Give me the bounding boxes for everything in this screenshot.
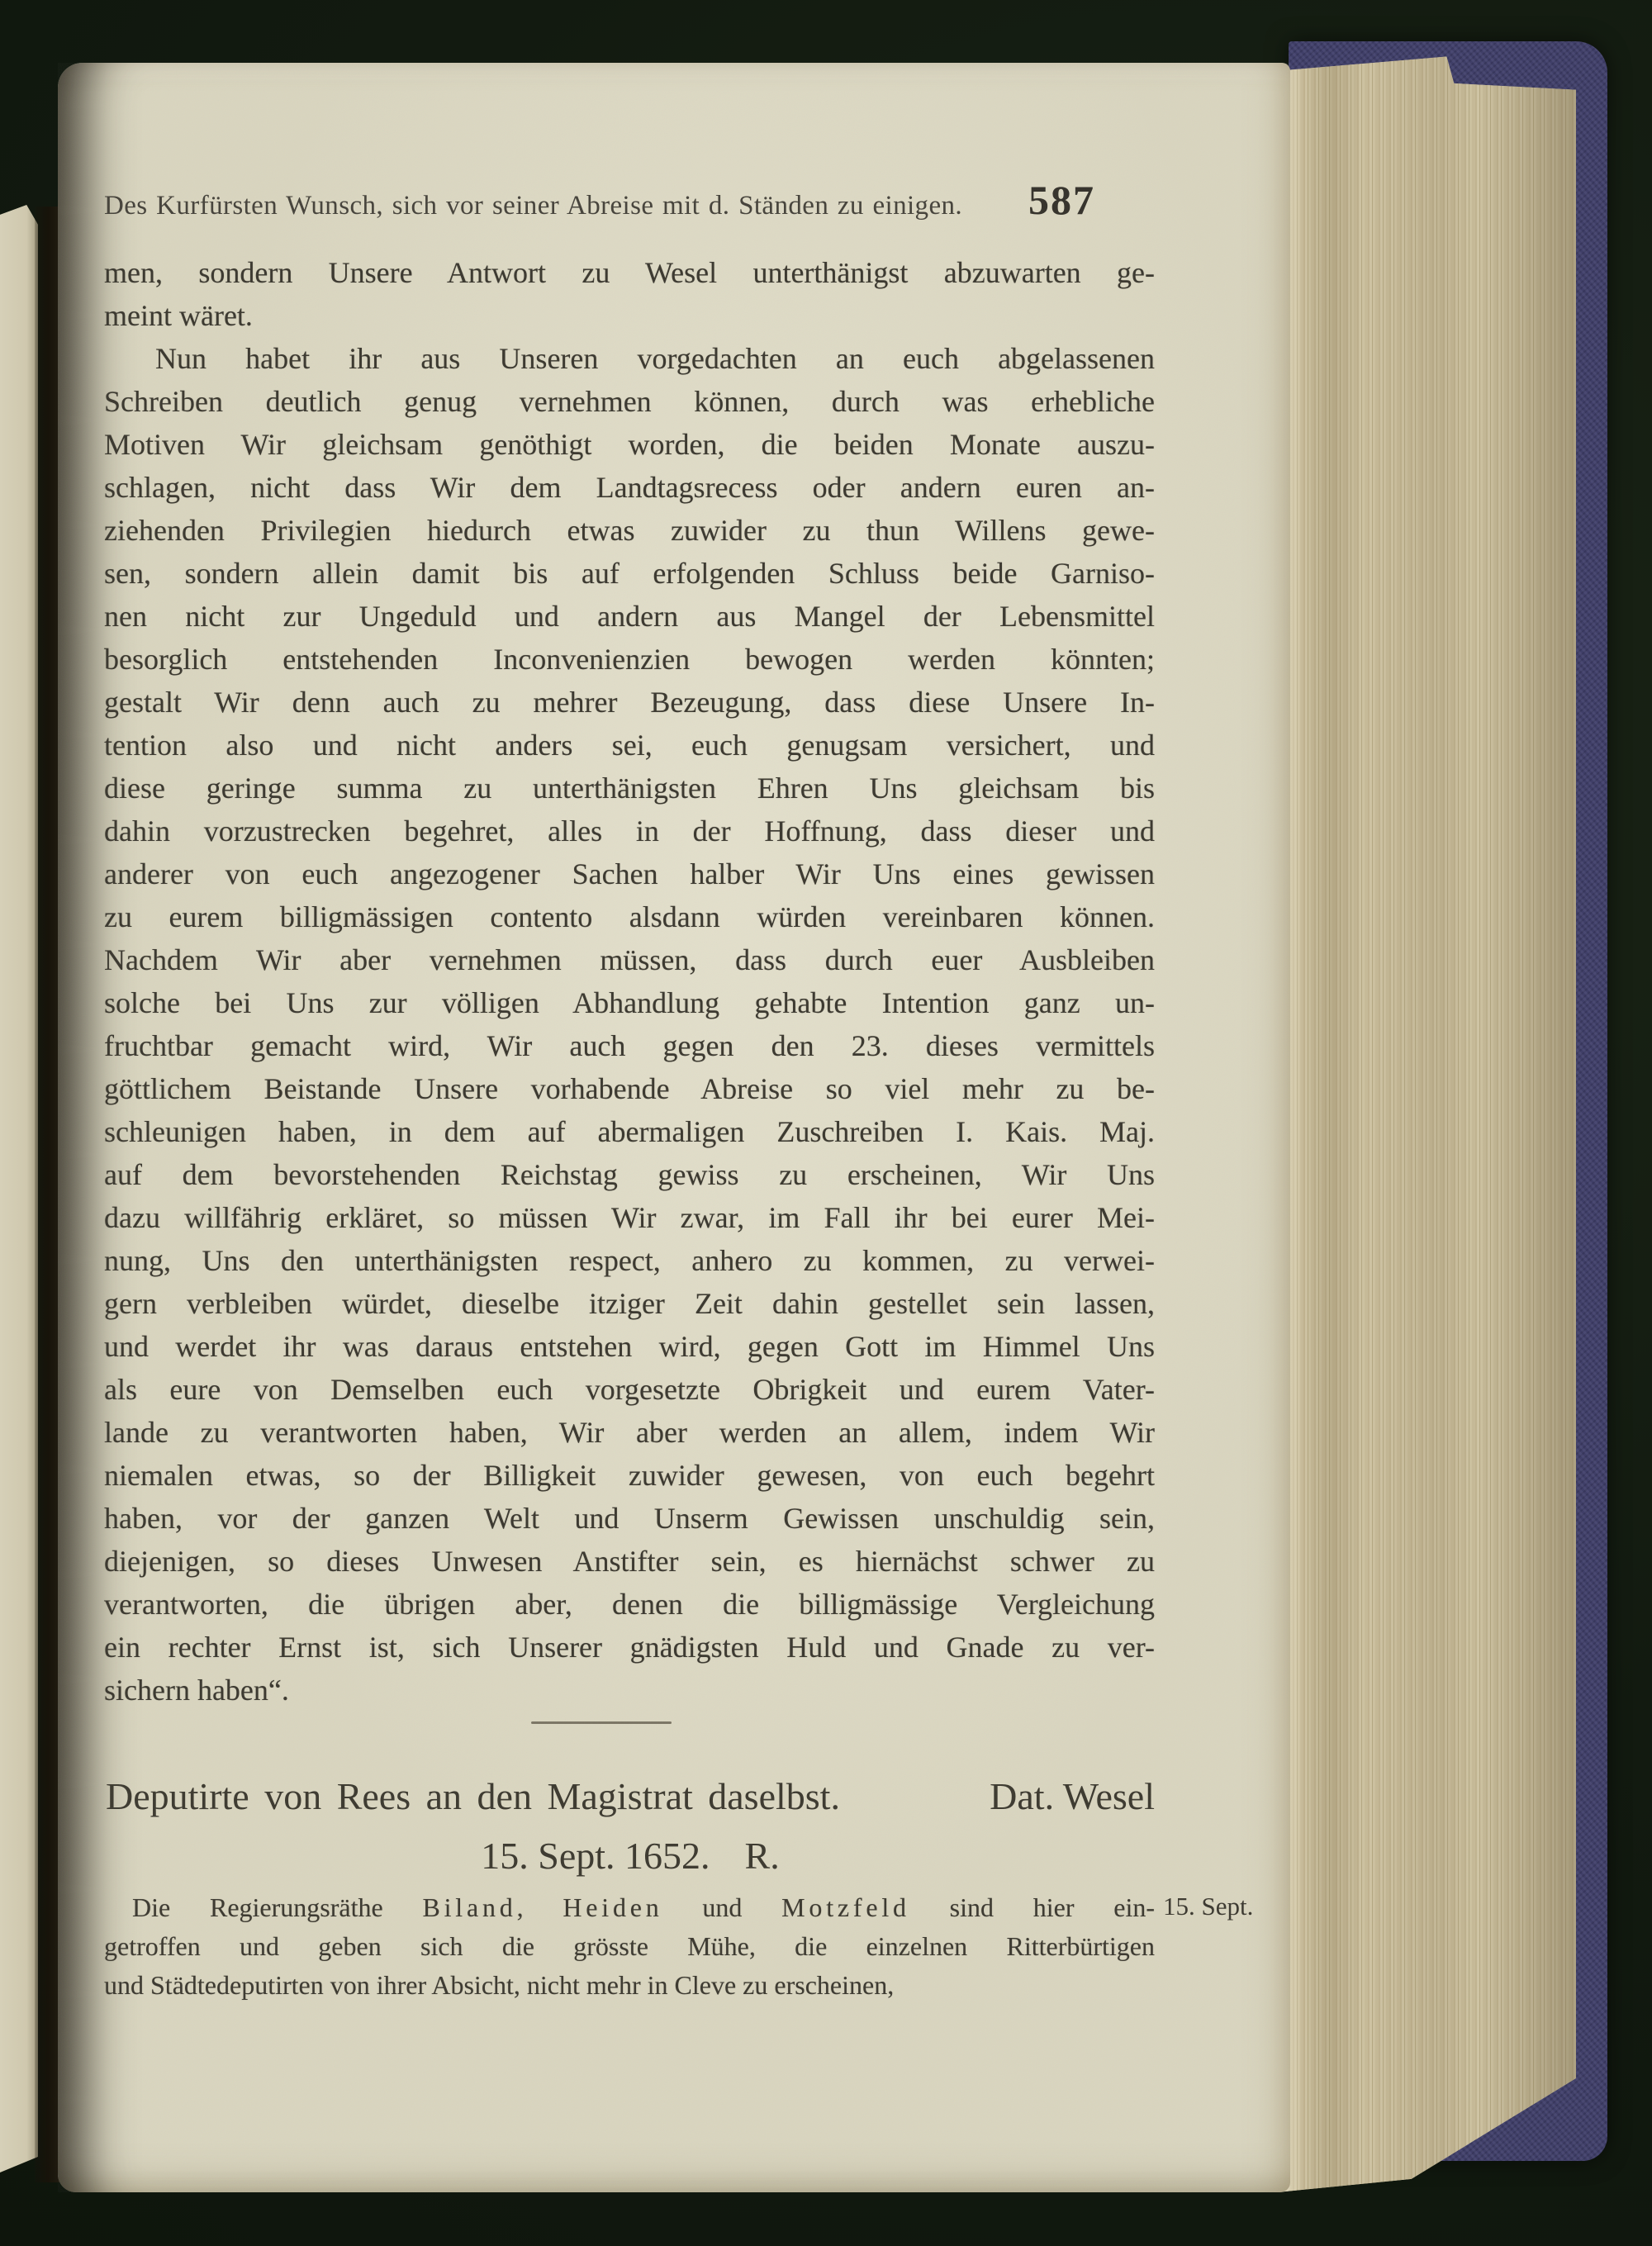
text-line: als eure von Demselben euch vorgesetzte Obrigkeit und eurem Vater- <box>104 1373 1155 1406</box>
section-heading-date: 15. Sept. 1652. <box>481 1835 710 1877</box>
text-line: gestalt Wir denn auch zu mehrer Bezeugung, dass diese Unsere In- <box>104 686 1155 719</box>
running-header <box>104 176 1095 224</box>
petit-paragraph <box>104 1888 1155 2005</box>
text-segment: und <box>662 1892 782 1922</box>
section-heading-dateline: Dat. Wesel <box>990 1775 1155 1817</box>
text-line: getroffen und geben sich die grösste Mühe, die einzelnen Ritterbürtigen <box>104 1931 1155 1961</box>
text-line: haben, vor der ganzen Welt und Unserm Gewissen unschuldig sein, <box>104 1502 1155 1535</box>
text-segment: , <box>516 1892 563 1922</box>
margin-date-note: 15. Sept. <box>1163 1892 1254 1921</box>
text-line: gern verbleiben würdet, dieselbe itziger Zeit dahin gestellet sein lassen, <box>104 1287 1155 1320</box>
text-line: tention also und nicht anders sei, euch genugsam versichert, und <box>104 729 1155 762</box>
text-line: meint wäret. <box>104 299 253 332</box>
text-line: und werdet ihr was daraus entstehen wird, gegen Gott im Himmel Uns <box>104 1330 1155 1363</box>
text-line: fruchtbar gemacht wird, Wir auch gegen den 23. dieses vermittels <box>104 1029 1155 1062</box>
text-line: schlagen, nicht dass Wir dem Landtagsrecess oder andern euren an- <box>104 471 1155 504</box>
text-segment: Die Regierungsräthe <box>132 1892 423 1922</box>
text-line: dahin vorzustrecken begehret, alles in der Hoffnung, dass dieser und <box>104 814 1155 848</box>
text-line: anderer von euch angezogener Sachen halber Wir Uns eines gewissen <box>104 857 1155 890</box>
text-line: men, sondern Unsere Antwort zu Wesel unterthänigst abzuwarten ge- <box>104 256 1155 289</box>
text-line: niemalen etwas, so der Billigkeit zuwider gewesen, von euch begehrt <box>104 1459 1155 1492</box>
text-line: Nun habet ihr aus Unseren vorgedachten an euch abgelassenen <box>155 342 1155 375</box>
text-line: dazu willfährig erkläret, so müssen Wir zwar, im Fall ihr bei eurer Mei- <box>104 1201 1155 1234</box>
text-line: schleunigen haben, in dem auf abermaligen Zuschreiben I. Kais. Maj. <box>104 1115 1155 1148</box>
text-line: verantworten, die übrigen aber, denen die billigmässige Vergleichung <box>104 1588 1155 1621</box>
person-name: Heiden <box>563 1892 663 1922</box>
section-heading-signature: R. <box>744 1835 780 1877</box>
person-name: Biland <box>422 1892 517 1922</box>
text-line: lande zu verantworten haben, Wir aber werden an allem, indem Wir <box>104 1416 1155 1449</box>
section-heading-line1 <box>106 1774 1155 1818</box>
text-line: Nachdem Wir aber vernehmen müssen, dass durch euer Ausbleiben <box>104 943 1155 976</box>
text-line: sichern haben“. <box>104 1674 289 1707</box>
text-line: nen nicht zur Ungeduld und andern aus Mangel der Lebensmittel <box>104 600 1155 633</box>
text-line: ein rechter Ernst ist, sich Unserer gnädigsten Huld und Gnade zu ver- <box>104 1631 1155 1664</box>
section-divider-rule <box>531 1721 672 1724</box>
facing-page-sliver <box>0 205 38 2172</box>
running-header-title: Des Kurfürsten Wunsch, sich vor seiner Abreise mit d. Ständen zu einigen. <box>104 191 963 221</box>
text-line: diese geringe summa zu unterthänigsten Ehren Uns gleichsam bis <box>104 772 1155 805</box>
text-line: besorglich entstehenden Inconvenienzien bewogen werden könnten; <box>104 643 1155 676</box>
text-line: sen, sondern allein damit bis auf erfolgenden Schluss beide Garniso- <box>104 557 1155 590</box>
text-line: zu eurem billigmässigen contento alsdann würden vereinbaren können. <box>104 900 1155 933</box>
section-heading-line2 <box>106 1834 1155 1878</box>
book-page <box>58 63 1290 2192</box>
text-line <box>104 1888 1155 1927</box>
text-line: Schreiben deutlich genug vernehmen können, durch was erhebliche <box>104 385 1155 418</box>
page-number: 587 <box>1028 177 1095 223</box>
fore-edge-page-stack <box>1282 51 1576 2194</box>
main-paragraph <box>104 337 1155 1712</box>
text-line: solche bei Uns zur völligen Abhandlung gehabte Intention ganz un- <box>104 986 1155 1019</box>
text-line: Motiven Wir gleichsam genöthigt worden, die beiden Monate auszu- <box>104 428 1155 461</box>
text-line: göttlichem Beistande Unsere vorhabende Abreise so viel mehr zu be- <box>104 1072 1155 1105</box>
person-name: Motzfeld <box>781 1892 910 1922</box>
text-line: ziehenden Privilegien hiedurch etwas zuwider zu thun Willens gewe- <box>104 514 1155 547</box>
text-segment: sind hier ein- <box>909 1892 1156 1922</box>
paragraph-continuation <box>104 251 1155 337</box>
text-line: auf dem bevorstehenden Reichstag gewiss zu erscheinen, Wir Uns <box>104 1158 1155 1191</box>
text-line: diejenigen, so dieses Unwesen Anstifter sein, es hiernächst schwer zu <box>104 1545 1155 1578</box>
text-line: und Städtedeputirten von ihrer Absicht, nicht mehr in Cleve zu erscheinen, <box>104 1970 895 2000</box>
section-heading-title: Deputirte von Rees an den Magistrat daselbst. <box>106 1775 840 1817</box>
text-line: nung, Uns den unterthänigsten respect, anhero zu kommen, zu verwei- <box>104 1244 1155 1277</box>
